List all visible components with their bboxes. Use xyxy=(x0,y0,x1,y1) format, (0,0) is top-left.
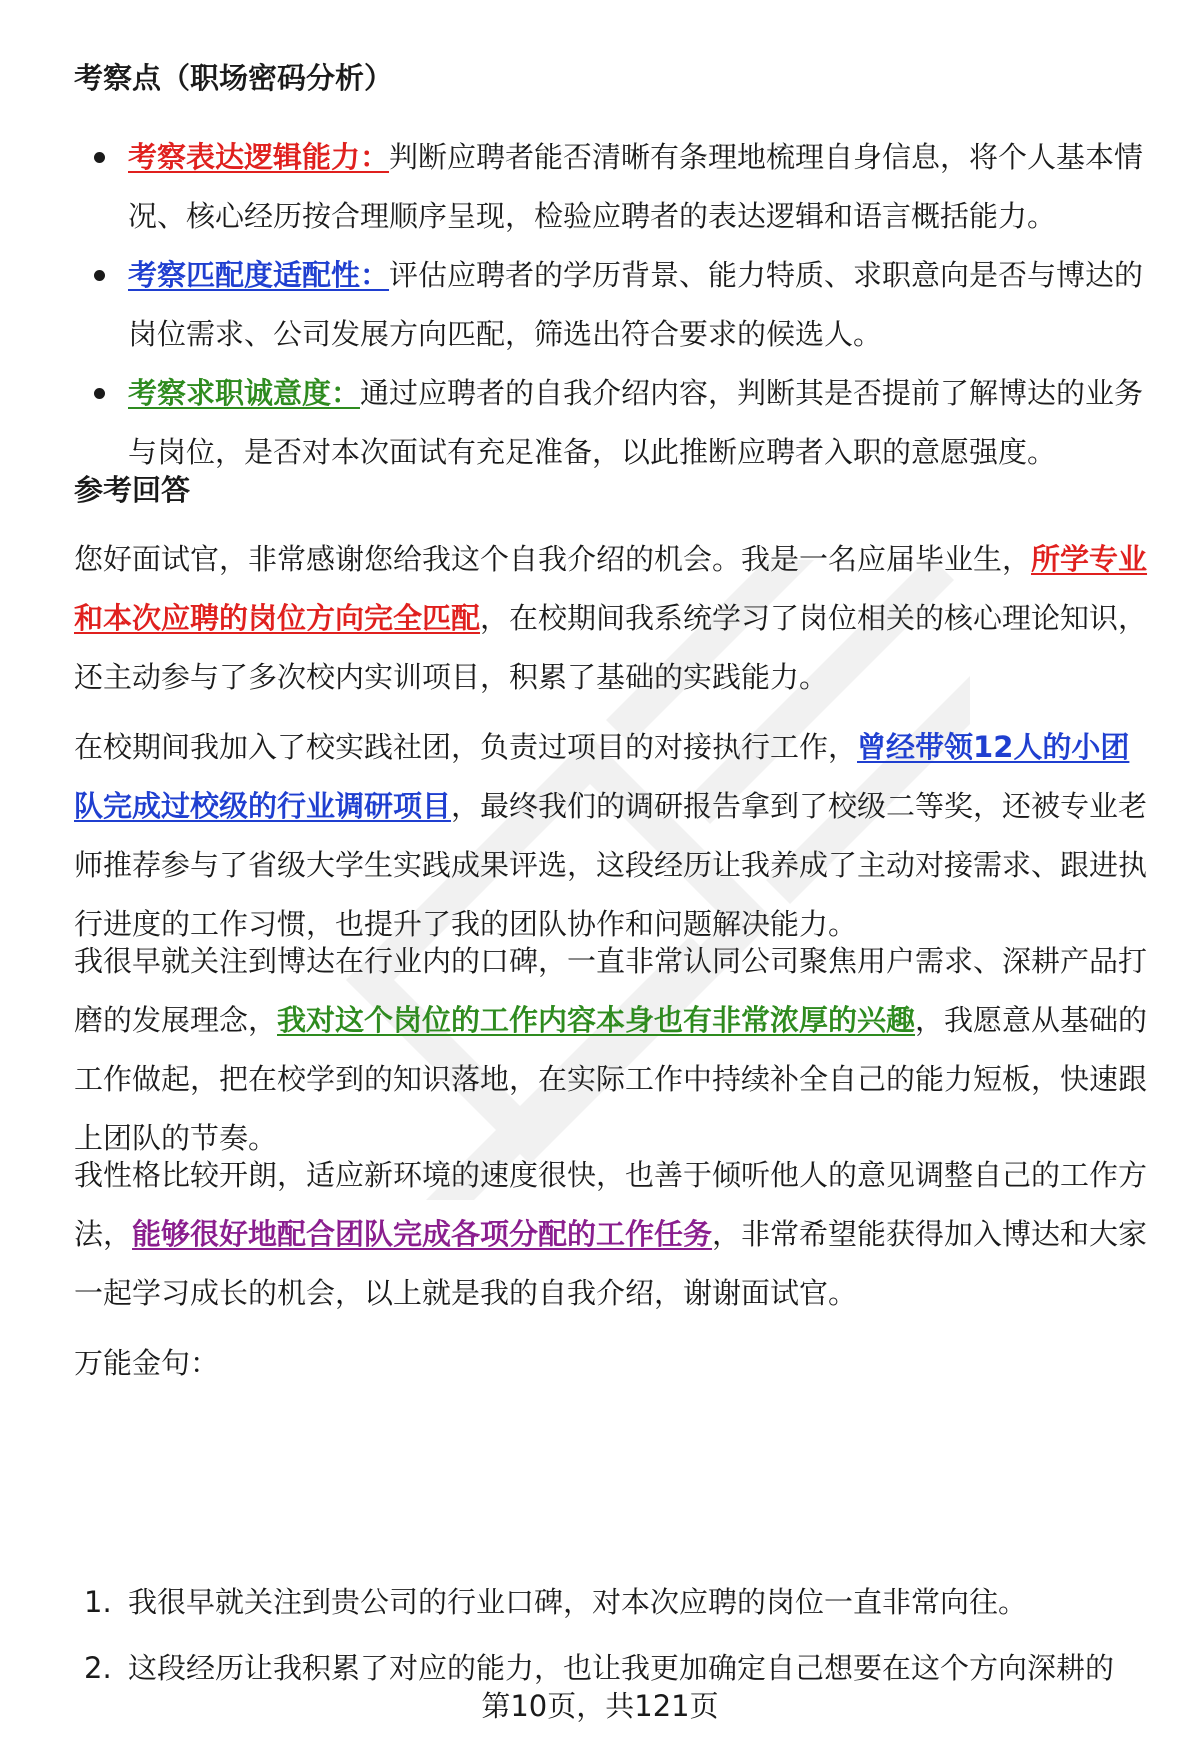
paragraph-text: ，我愿意从基础的工作做起，把在校学到的知识落地，在实际工作中持续补全自己的能力短板，快速跟上团队的节奏。 xyxy=(74,1003,1148,1155)
answer-paragraph-2 xyxy=(74,718,1154,954)
answer-paragraph-1 xyxy=(74,530,1154,707)
point-text: 判断应聘者能否清晰有条理地梳理自身信息，将个人基本情况、核心经历按合理顺序呈现，检验应聘者的表达逻辑和语言概括能力。 xyxy=(128,140,1144,233)
section-heading-reference-answer: 参考回答 xyxy=(74,473,191,507)
paragraph-text: ，最终我们的调研报告拿到了校级二等奖，还被专业老师推荐参与了省级大学生实践成果评选，这段经历让我养成了主动对接需求、跟进执行进度的工作习惯，也提升了我的团队协作和问题解决能力。 xyxy=(74,789,1148,941)
list-item xyxy=(74,364,1154,482)
list-item xyxy=(74,246,1154,364)
bullet-icon xyxy=(94,152,105,163)
paragraph-text: ，在校期间我系统学习了岗位相关的核心理论知识，还主动参与了多次校内实训项目，积累了基础的实践能力。 xyxy=(74,601,1148,694)
answer-paragraph-4 xyxy=(74,1146,1154,1323)
paragraph-text: 我性格比较开朗，适应新环境的速度很快，也善于倾听他人的意见调整自己的工作方法， xyxy=(74,1158,1148,1251)
bullet-icon xyxy=(94,388,105,399)
paragraph-text: 您好面试官，非常感谢您给我这个自我介绍的机会。我是一名应届毕业生， xyxy=(74,542,1032,576)
list-item-text: 我很早就关注到贵公司的行业口碑，对本次应聘的岗位一直非常向往。 xyxy=(128,1585,1028,1619)
highlight-text: 曾经带领12人的小团队完成过校级的行业调研项目 xyxy=(74,730,1130,823)
point-text: 评估应聘者的学历背景、能力特质、求职意向是否与博达的岗位需求、公司发展方向匹配，筛选出符合要求的候选人。 xyxy=(128,258,1144,351)
section-heading-evaluation-points: 考察点（职场密码分析） xyxy=(74,61,394,95)
highlight-text: 我对这个岗位的工作内容本身也有非常浓厚的兴趣 xyxy=(277,1003,916,1037)
list-number: 2. xyxy=(84,1651,112,1685)
answer-paragraph-3 xyxy=(74,932,1154,1168)
paragraph-text: ，非常希望能获得加入博达和大家一起学习成长的机会，以上就是我的自我介绍，谢谢面试官。 xyxy=(74,1217,1148,1310)
paragraph-text: 我很早就关注到博达在行业内的口碑，一直非常认同公司聚焦用户需求、深耕产品打磨的发展理念， xyxy=(74,944,1148,1037)
list-item xyxy=(74,128,1154,246)
list-item xyxy=(74,1573,1154,1632)
page-number: 第10页，共121页 xyxy=(481,1689,719,1723)
point-text: 通过应聘者的自我介绍内容，判断其是否提前了解博达的业务与岗位，是否对本次面试有充足准备，以此推断应聘者入职的意愿强度。 xyxy=(128,376,1144,469)
list-number: 1. xyxy=(84,1585,112,1619)
golden-sentences-list xyxy=(74,1573,1154,1698)
point-keyword: 考察表达逻辑能力： xyxy=(128,140,390,174)
highlight-text: 所学专业和本次应聘的岗位方向完全匹配 xyxy=(74,542,1148,635)
bullet-icon xyxy=(94,270,105,281)
golden-sentences-label: 万能金句： xyxy=(74,1346,220,1380)
paragraph-text: 在校期间我加入了校实践社团，负责过项目的对接执行工作， xyxy=(74,730,858,764)
point-keyword: 考察求职诚意度： xyxy=(128,376,361,410)
list-item-text: 这段经历让我积累了对应的能力，也让我更加确定自己想要在这个方向深耕的 xyxy=(128,1651,1115,1685)
highlight-text: 能够很好地配合团队完成各项分配的工作任务 xyxy=(132,1217,713,1251)
point-keyword: 考察匹配度适配性： xyxy=(128,258,390,292)
evaluation-points-list xyxy=(74,128,1154,482)
